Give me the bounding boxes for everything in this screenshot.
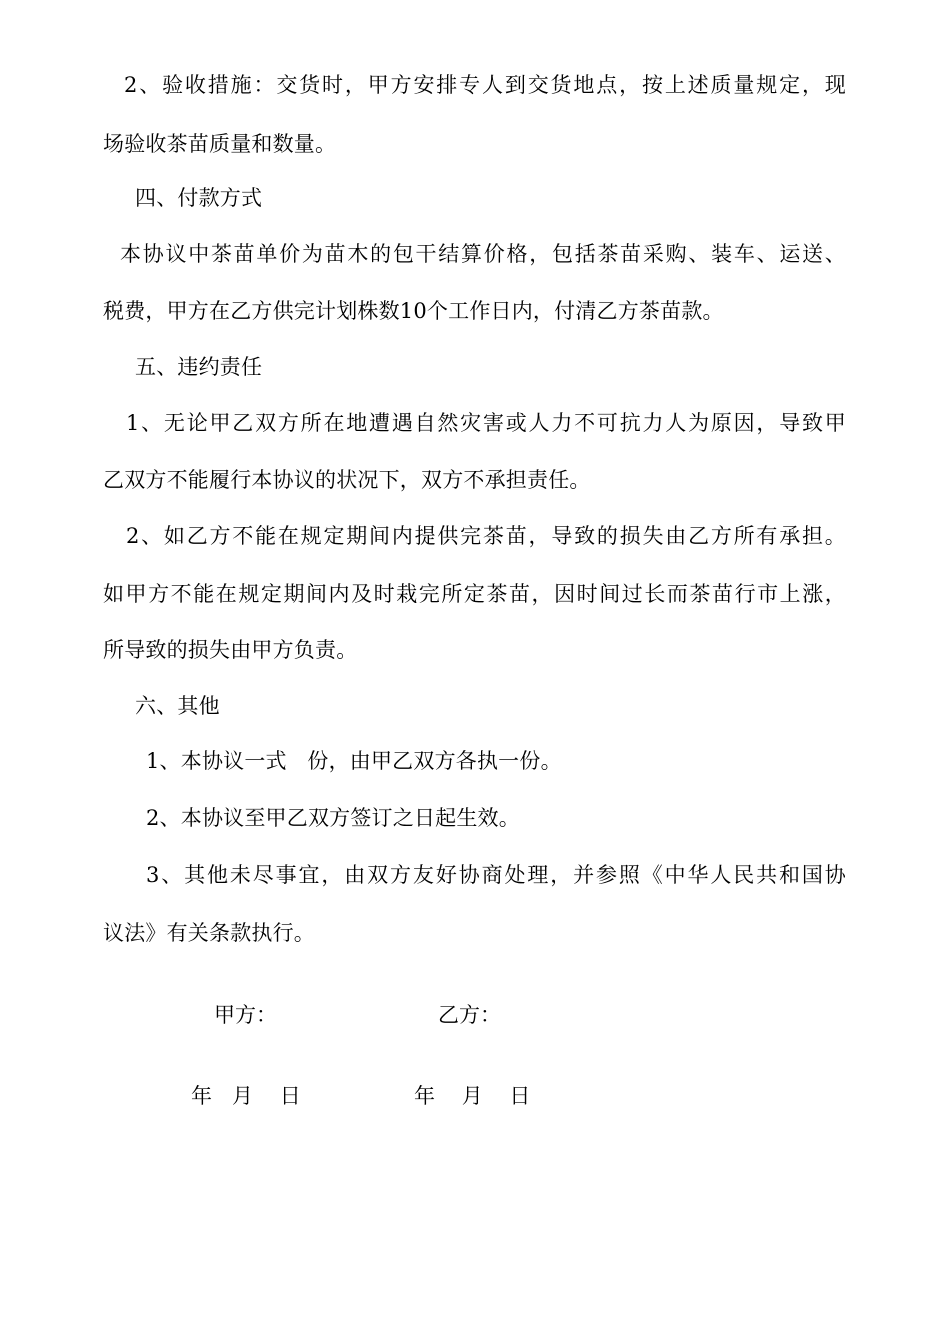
section-heading-liability: 五、违约责任 — [135, 355, 263, 379]
clause-liability-1-line-2: 乙双方不能履行本协议的状况下，双方不承担责任。 — [103, 468, 591, 492]
clause-liability-1-line-1: 1、无论甲乙双方所在地遭遇自然灾害或人力不可抗力人为原因，导致甲 — [126, 411, 846, 435]
clause-liability-2-line-1: 2、如乙方不能在规定期间内提供完茶苗，导致的损失由乙方所有承担。 — [126, 524, 846, 548]
section-heading-other: 六、其他 — [135, 694, 220, 718]
clause-payment-line-1: 本协议中茶苗单价为苗木的包干结算价格，包括茶苗采购、装车、运送、 — [120, 242, 846, 266]
clause-liability-2-line-2: 如甲方不能在规定期间内及时栽完所定茶苗，因时间过长而茶苗行市上涨， — [103, 582, 846, 606]
party-a-date: 年 月 日 — [191, 1084, 301, 1108]
section-heading-payment: 四、付款方式 — [135, 186, 263, 210]
clause-other-2: 2、本协议至甲乙双方签订之日起生效。 — [146, 806, 520, 830]
clause-acceptance-line-2: 场验收茶苗质量和数量。 — [103, 132, 337, 156]
clause-other-3-line-1: 3、其他未尽事宜，由双方友好协商处理，并参照《中华人民共和国协 — [146, 863, 846, 887]
party-a-label: 甲方： — [214, 1003, 277, 1027]
clause-liability-2-line-3: 所导致的损失由甲方负责。 — [103, 638, 358, 662]
clause-other-3-line-2: 议法》有关条款执行。 — [103, 921, 315, 945]
party-b-date: 年 月 日 — [414, 1084, 531, 1108]
party-b-label: 乙方： — [438, 1003, 501, 1027]
clause-other-1: 1、本协议一式 份，由甲乙双方各执一份。 — [146, 749, 562, 773]
clause-payment-line-2: 税费，甲方在乙方供完计划株数10个工作日内，付清乙方茶苗款。 — [103, 299, 724, 323]
clause-acceptance-line-1: 2、验收措施：交货时，甲方安排专人到交货地点，按上述质量规定，现 — [124, 73, 846, 97]
